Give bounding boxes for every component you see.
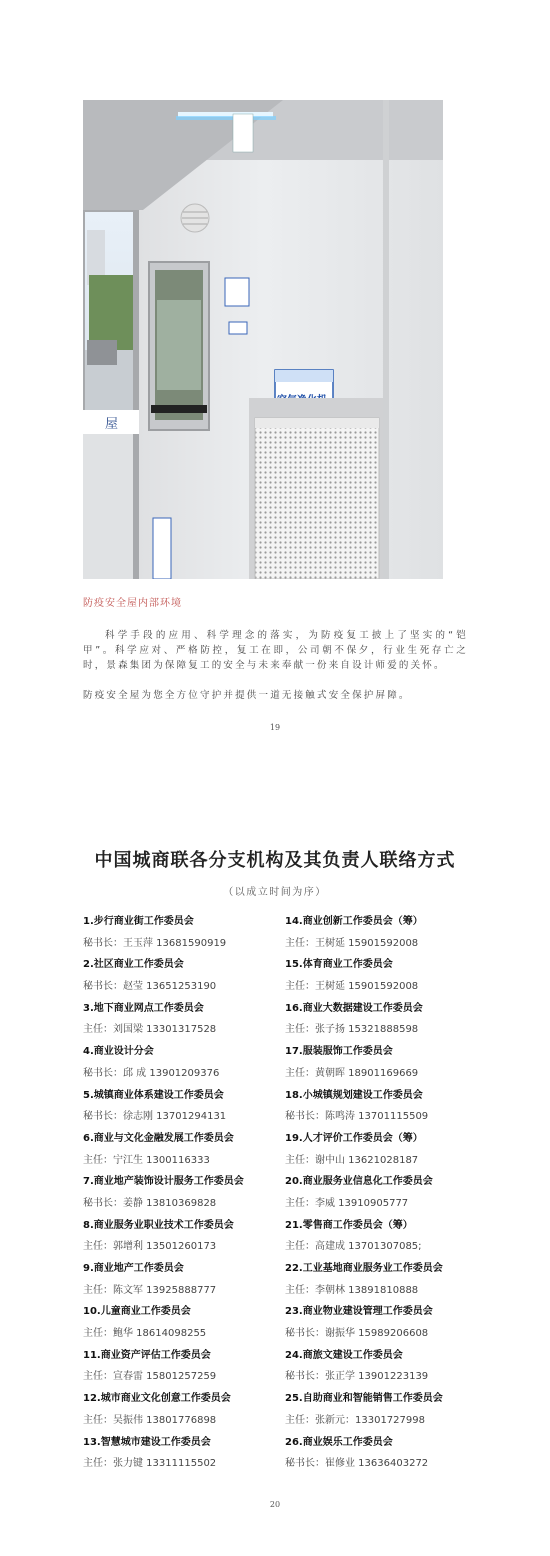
branch-contact: 秘书长：徐志刚 13701294131 [83,1111,227,1123]
body-paragraph-2: 防疫安全屋为您全方位守护并提供一道无接触式安全保护屏障。 [83,690,411,701]
branch-name: 7.商业地产装饰设计服务工作委员会 [83,1176,244,1188]
branch-contact: 秘书长：陈鸣涛 13701115509 [285,1111,429,1123]
branch-list-right [285,911,495,1475]
page-title: 中国城商联各分支机构及其负责人联络方式 [94,850,456,871]
page-subtitle: （以成立时间为序） [223,887,327,898]
branch-contact: 主任：王树延 15901592008 [285,981,419,993]
branch-contact: 主任：王树延 15901592008 [285,937,419,949]
branch-name: 9.商业地产工作委员会 [83,1263,184,1274]
branch-name: 12.城市商业文化创意工作委员会 [83,1393,231,1405]
branch-contact: 主任：谢中山 13621028187 [285,1154,419,1166]
branch-contact: 主任：李威 13910905777 [285,1197,409,1209]
body-paragraph-1: 科学手段的应用、科学理念的落实，为防疫复工披上了坚实的“铠甲”。科学应对、严格防控，复工在即，公司朝不保夕，行业生死存亡之时，景森集团为保障复工的安全与未来奉献一份来自设计师爱的关怀。 [83,630,468,671]
branch-name: 14.商业创新工作委员会（筹） [285,916,423,927]
branch-name: 21.零售商工作委员会（筹） [285,1219,413,1231]
branch-name: 17.服装服饰工作委员会 [285,1046,393,1058]
branch-contact: 主任：陈文军 13925888777 [83,1284,217,1296]
branch-name: 6.商业与文化金融发展工作委员会 [83,1132,234,1144]
branch-name: 18.小城镇规划建设工作委员会 [285,1089,423,1101]
branch-contact: 秘书长：张正学 13901223139 [285,1371,429,1383]
page-number-19: 19 [269,723,281,732]
branch-name: 3.地下商业网点工作委员会 [83,1002,204,1014]
branch-contact: 秘书长：邱 成 13901209376 [83,1067,220,1079]
branch-contact: 主任：高建成 13701307085; [285,1241,422,1253]
branch-name: 24.商旅文建设工作委员会 [285,1349,403,1361]
branch-contact: 主任：郭增利 13501260173 [83,1241,217,1253]
branch-name: 4.商业设计分会 [83,1046,154,1058]
branch-name: 1.步行商业街工作委员会 [83,916,194,927]
branch-contact: 主任：黄朝晖 18901169669 [285,1067,419,1079]
branch-name: 11.商业资产评估工作委员会 [83,1349,211,1361]
branch-contact: 主任：宁江生 1300116333 [83,1154,210,1166]
branch-contact: 秘书长：赵莹 13651253190 [83,981,217,993]
branch-contact: 秘书长：王玉萍 13681590919 [83,937,227,949]
branch-name: 20.商业服务业信息化工作委员会 [285,1176,433,1188]
safe-room-interior-illustration [83,100,443,579]
branch-name: 10.儿童商业工作委员会 [83,1306,191,1318]
branch-name: 26.商业娱乐工作委员会 [285,1436,393,1448]
branch-name: 2.社区商业工作委员会 [83,959,184,971]
branch-name: 19.人才评价工作委员会（筹） [285,1132,423,1144]
branch-contact: 主任：李朝林 13891810888 [285,1284,419,1296]
branch-name: 25.自助商业和智能销售工作委员会 [285,1393,443,1405]
epidemic-safe-room-photo [83,100,443,579]
branch-name: 8.商业服务业职业技术工作委员会 [83,1219,234,1231]
branch-name: 5.城镇商业体系建设工作委员会 [83,1089,224,1101]
branch-contact: 主任：鲍华 18614098255 [83,1328,207,1340]
branch-contact: 主任：张子扬 15321888598 [285,1024,419,1036]
branch-contact: 秘书长：姜静 13810369828 [83,1197,217,1209]
branch-contact: 主任：张新元：13301727998 [285,1414,425,1426]
branch-list-left [83,911,293,1475]
branch-contact: 主任：吴振伟 13801776898 [83,1414,217,1426]
photo-caption: 防疫安全屋内部环境 [83,598,182,609]
branch-contact: 主任：宣春雷 15801257259 [83,1371,217,1383]
window-sign-text: 屋 [105,417,119,432]
branch-contact: 秘书长：谢振华 15989206608 [285,1328,429,1340]
branch-contact: 主任：刘国梁 13301317528 [83,1024,217,1036]
branch-name: 23.商业物业建设管理工作委员会 [285,1306,433,1318]
branch-contact: 秘书长：崔修业 13636403272 [285,1458,429,1470]
branch-contact: 主任：张力键 13311115502 [83,1458,217,1470]
branch-name: 13.智慧城市建设工作委员会 [83,1436,211,1448]
branch-name: 15.体育商业工作委员会 [285,959,393,971]
branch-name: 22.工业基地商业服务业工作委员会 [285,1263,443,1274]
page-number-20: 20 [269,1500,281,1509]
branch-name: 16.商业大数据建设工作委员会 [285,1002,423,1014]
